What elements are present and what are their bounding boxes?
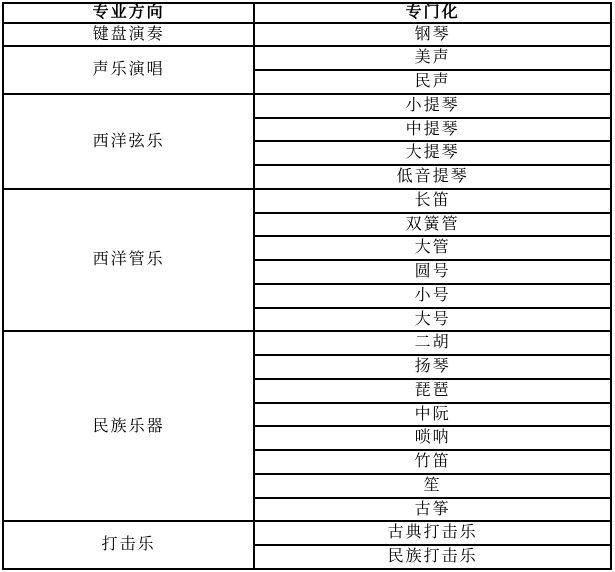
specialization-cell: 中阮 xyxy=(254,403,611,427)
specialization-cell: 民族打击乐 xyxy=(254,545,611,569)
direction-cell: 键盘演奏 xyxy=(3,23,254,47)
direction-cell: 打击乐 xyxy=(3,521,254,569)
direction-cell: 声乐演唱 xyxy=(3,46,254,94)
specialization-cell: 民声 xyxy=(254,70,611,94)
direction-cell: 西洋管乐 xyxy=(3,189,254,332)
specialization-cell: 扬琴 xyxy=(254,355,611,379)
header-direction: 专业方向 xyxy=(3,3,254,23)
table-row xyxy=(3,23,611,47)
specialization-cell: 美声 xyxy=(254,46,611,70)
specialization-cell: 小提琴 xyxy=(254,94,611,118)
table-body xyxy=(3,23,611,569)
specialization-cell: 竹笛 xyxy=(254,450,611,474)
specialization-cell: 中提琴 xyxy=(254,118,611,142)
specialization-cell: 笙 xyxy=(254,474,611,498)
specialization-cell: 低音提琴 xyxy=(254,165,611,189)
specialization-cell: 唢呐 xyxy=(254,426,611,450)
header-specialization: 专门化 xyxy=(254,3,611,23)
specialization-cell: 二胡 xyxy=(254,331,611,355)
table-row xyxy=(3,94,611,118)
specialization-cell: 小号 xyxy=(254,284,611,308)
specialization-cell: 古筝 xyxy=(254,498,611,522)
specialization-cell: 大号 xyxy=(254,308,611,332)
specialization-cell: 琵琶 xyxy=(254,379,611,403)
specialization-cell: 圆号 xyxy=(254,260,611,284)
specialization-cell: 大提琴 xyxy=(254,141,611,165)
specialization-cell: 古典打击乐 xyxy=(254,521,611,545)
majors-table xyxy=(2,2,612,570)
specialization-cell: 钢琴 xyxy=(254,23,611,47)
table-header xyxy=(3,3,611,23)
direction-cell: 民族乐器 xyxy=(3,331,254,521)
table-row xyxy=(3,46,611,70)
specialization-cell: 大管 xyxy=(254,236,611,260)
table-row xyxy=(3,189,611,213)
specialization-cell: 双簧管 xyxy=(254,213,611,237)
header-row xyxy=(3,3,611,23)
direction-cell: 西洋弦乐 xyxy=(3,94,254,189)
specialization-cell: 长笛 xyxy=(254,189,611,213)
table-row xyxy=(3,331,611,355)
table-row xyxy=(3,521,611,545)
